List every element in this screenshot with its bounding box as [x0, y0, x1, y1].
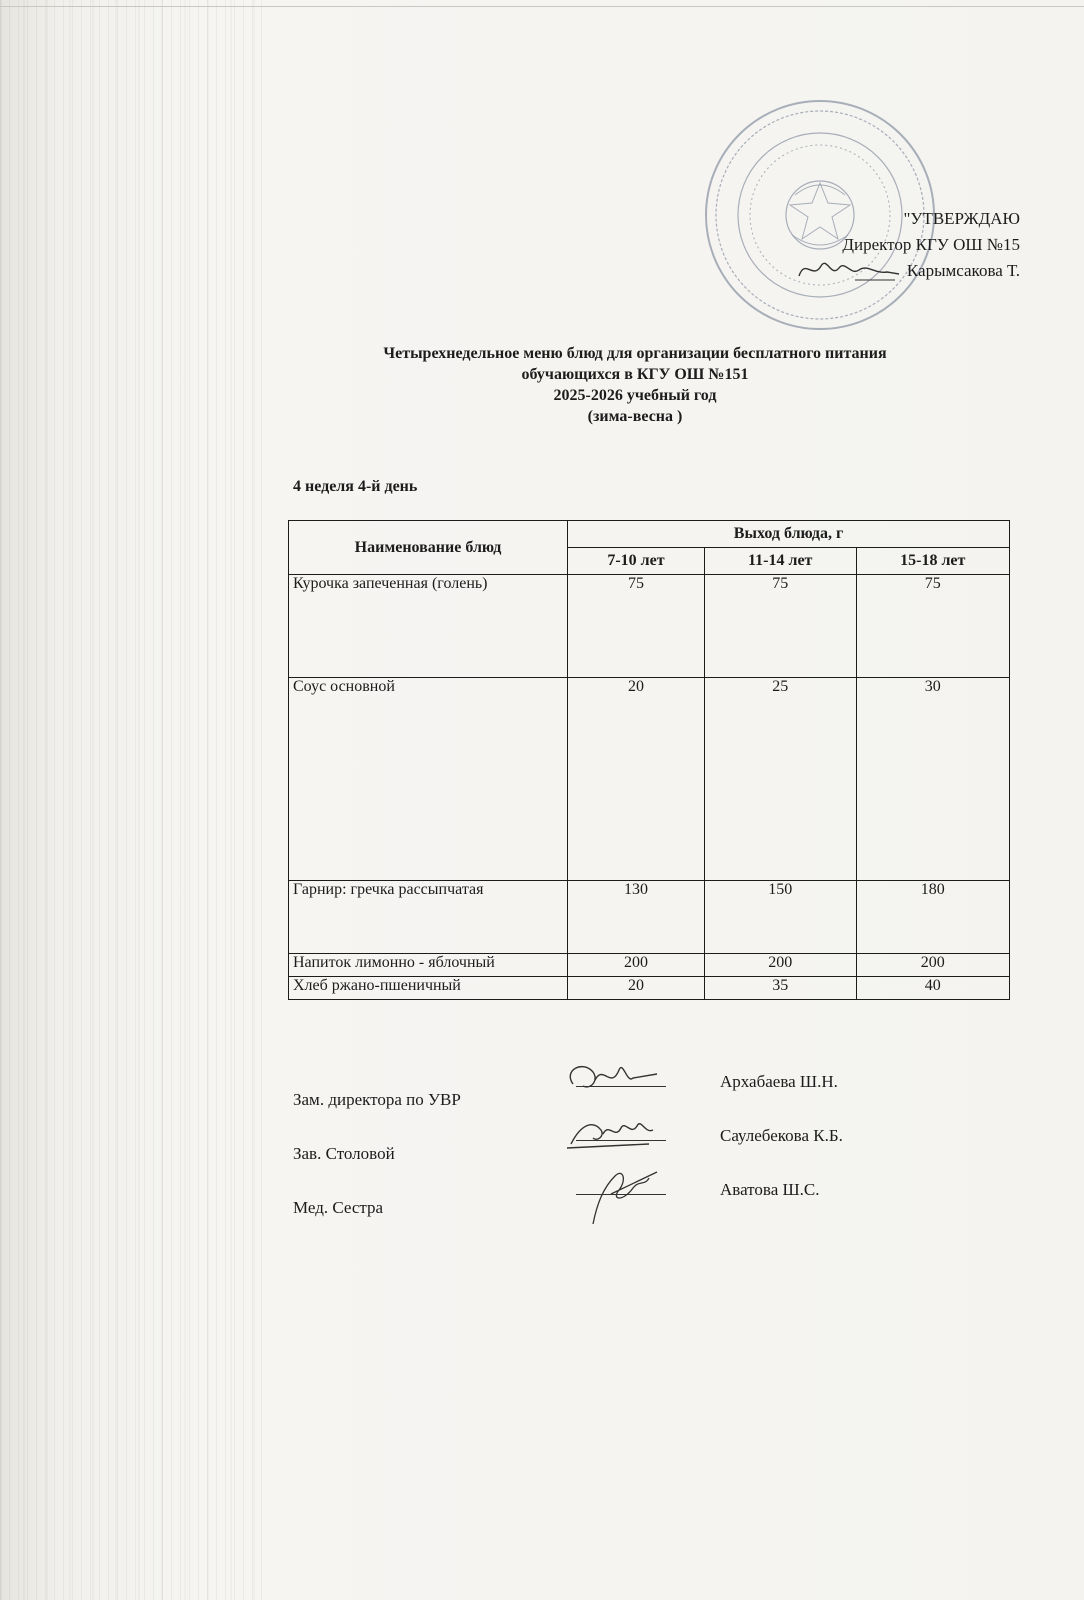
- approval-position: Директор КГУ ОШ №15: [842, 235, 1020, 254]
- header-portion-weight: Выход блюда, г: [568, 521, 1010, 548]
- header-dish-name: Наименование блюд: [289, 521, 568, 575]
- approval-block: [795, 206, 1020, 284]
- title-line-4: (зима-весна ): [587, 408, 683, 425]
- portion-value: 200: [856, 954, 1009, 977]
- signatures-block: [293, 1072, 913, 1234]
- portion-value: 180: [856, 881, 1009, 954]
- portion-value: 40: [856, 977, 1009, 1000]
- scan-edge-streaks: [0, 0, 270, 1600]
- portion-value: 20: [568, 678, 705, 881]
- portion-value: 130: [568, 881, 705, 954]
- approval-heading: "УТВЕРЖДАЮ: [903, 209, 1020, 228]
- approval-signature-row: [795, 258, 1020, 284]
- signature-row: [293, 1180, 913, 1234]
- portion-value: 30: [856, 678, 1009, 881]
- portion-value: 200: [704, 954, 856, 977]
- table-row: [289, 575, 1010, 678]
- portion-value: 75: [704, 575, 856, 678]
- table-row: [289, 954, 1010, 977]
- title-line-3: 2025-2026 учебный год: [553, 387, 717, 404]
- title-line-1: Четырехнедельное меню блюд для организации бесплатного питания: [383, 345, 887, 362]
- dish-name: Напиток лимонно - яблочный: [289, 954, 568, 977]
- portion-value: 150: [704, 881, 856, 954]
- header-age-group: 11-14 лет: [704, 548, 856, 575]
- portion-value: 35: [704, 977, 856, 1000]
- header-age-group: 15-18 лет: [856, 548, 1009, 575]
- dish-name: Соус основной: [289, 678, 568, 881]
- portion-value: 20: [568, 977, 705, 1000]
- portion-value: 200: [568, 954, 705, 977]
- scan-top-edge: [0, 6, 1084, 7]
- director-name: Карымсакова Т.: [906, 261, 1020, 280]
- dish-name: Гарнир: гречка рассыпчатая: [289, 881, 568, 954]
- signer-name: Аватова Ш.С.: [720, 1180, 820, 1199]
- title-line-2: обучающихся в КГУ ОШ №151: [521, 366, 749, 383]
- document-title: [285, 343, 985, 427]
- signer-position: Мед. Сестра: [293, 1198, 384, 1217]
- day-label: 4 неделя 4-й день: [293, 478, 418, 495]
- table-row: [289, 977, 1010, 1000]
- header-age-group: 7-10 лет: [568, 548, 705, 575]
- handwritten-signature: [553, 1158, 673, 1228]
- handwritten-signature: [553, 1104, 673, 1154]
- table-row: [289, 881, 1010, 954]
- portion-value: 75: [856, 575, 1009, 678]
- signer-name: Архабаева Ш.Н.: [720, 1072, 838, 1091]
- portion-value: 25: [704, 678, 856, 881]
- handwritten-signature: [553, 1050, 673, 1100]
- director-signature: [795, 264, 903, 284]
- portion-value: 75: [568, 575, 705, 678]
- dish-name: Хлеб ржано-пшеничный: [289, 977, 568, 1000]
- signer-name: Саулебекова К.Б.: [720, 1126, 843, 1145]
- signer-position: Зам. директора по УВР: [293, 1090, 461, 1109]
- menu-table: [288, 520, 1010, 1000]
- dish-name: Курочка запеченная (голень): [289, 575, 568, 678]
- table-row: [289, 678, 1010, 881]
- signer-position: Зав. Столовой: [293, 1144, 395, 1163]
